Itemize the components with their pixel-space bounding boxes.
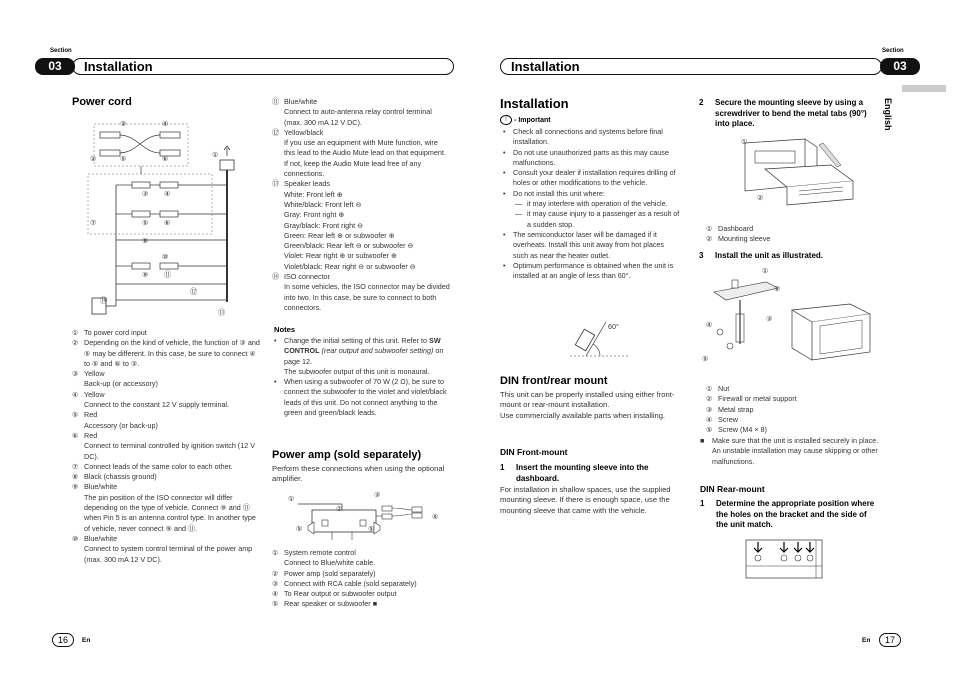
din-mount-heading: DIN front/rear mount (500, 375, 608, 387)
pc-label-3b: ③ (142, 189, 149, 198)
step-2-diagram (735, 135, 870, 217)
s3-label-2: ② (774, 284, 781, 293)
s2-label-2: ② (757, 193, 764, 202)
page-number-right: 17 (879, 633, 901, 647)
important-block: ! - Important (500, 115, 551, 125)
section-title-right: Installation (511, 59, 580, 74)
pc-label-9: ⑨ (142, 270, 149, 279)
pa-label-5a: ⑤ (296, 524, 303, 533)
step-2-svg (735, 135, 870, 217)
pc-label-10: ⑩ (162, 252, 169, 261)
step-3: 3 Install the unit as illustrated. (699, 251, 824, 260)
din-rear-step-1: 1 Determine the appropriate position where the holes on the bracket and the side of the unit match. (700, 499, 875, 529)
din-front-heading: DIN Front-mount (500, 447, 568, 457)
section-label: Section (50, 48, 72, 54)
power-cord-heading: Power cord (72, 96, 132, 108)
step-3-list: ① Nut ② Firewall or metal support ③ Metal strap ④ Screw ⑤ Screw (M4 × 8) (706, 384, 797, 435)
pa-label-3: ③ (374, 490, 381, 499)
pa-label-1: ① (288, 494, 295, 503)
s3-label-1: ① (762, 266, 769, 275)
step-3-note: ■ Make sure that the unit is installed securely in place. An unstable installation may cause skipping or other malfunctions. (700, 436, 879, 466)
step-3-svg (700, 264, 880, 374)
din-front-step-1-text: For installation in shallow spaces, use the supplied mounting sleeve. If there is enough space, use the mounting sleeve that came with the vehicle. (500, 485, 671, 515)
notes-heading: Notes (274, 325, 296, 334)
page-number-left: 16 (52, 633, 74, 647)
power-amp-list: ① System remote control Connect to Blue/white cable. ② Power amp (sold separately) ③ Connect with RCA cable (sold separately) ④ To Rear output or subwoofer output ⑤ Rear speaker or subwoofer ■ (272, 548, 417, 609)
pc-label-3a: ③ (120, 119, 127, 128)
din-front-step-1: 1 Insert the mounting sleeve into the dashboard. (500, 463, 649, 483)
section-title-bar-right (500, 58, 882, 75)
pa-label-5b: ⑤ (368, 524, 375, 533)
section-label-right: Section (882, 48, 904, 54)
pc-label-12: ⑫ (190, 287, 198, 296)
note-1: Change the initial setting of this unit. Refer to SW CONTROL (rear output and subwoofer setting) on page 12. (284, 336, 444, 366)
pa-label-4: ④ (432, 512, 439, 521)
note-2: When using a subwoofer of 70 W (2 Ω), be sure to connect the subwoofer to the violet and violet/black leads of this unit. Do not connect anything to the green and green/black leads. (284, 377, 447, 418)
pc-label-5b: ⑤ (142, 218, 149, 227)
power-cord-list-2: ⑪ Blue/white Connect to auto-antenna relay control terminal (max. 300 mA 12 V DC). ⑫ Yellow/black If you use an equipment with Mute function, wire this lead to the Audio Mute lead on that equipment. If not, keep the Audio Mute lead free of any connections. ⑬ Speaker leads White: Front left ⊕ White/black: Front left ⊖ Gray: Front right ⊕ Gray/black: Front right ⊖ Green: Rear left ⊕ or subwoofer ⊕ Green/black: Rear left ⊖ or subwoofer ⊖ Violet: Rear right ⊕ or subwoofer ⊕ Violet/black: Rear right ⊖ or subwoofer ⊖ ⑭ ISO connector In some vehicles, the ISO connector may be divided into two. In this case, be sure to connect to both connectors. (272, 97, 450, 312)
angle-diagram (566, 318, 636, 362)
section-title-bar (72, 58, 454, 75)
important-label: Important (518, 116, 551, 124)
installation-heading: Installation (500, 96, 569, 111)
s3-label-5: ⑤ (702, 354, 709, 363)
installation-bullets: • Check all connections and systems before final installation. • Do not use unauthorized parts as this may cause malfunctions. • Consult your dealer if installation requires drilling of holes or other modifications to the vehicle. • Do not install this unit where: — it may interfere with operation of the vehicle. — it may cause injury to a passenger as a result of a sudden stop. • The semiconductor laser will be damaged if it overheats. Install this unit away from hot places such as near the heater outlet. • Optimum performance is obtained when the unit is installed at an angle of less than 60°. (503, 127, 680, 281)
section-number: 03 (35, 58, 75, 75)
s2-label-1: ① (741, 137, 748, 146)
pc-label-4b: ④ (164, 189, 171, 198)
section-title: Installation (84, 59, 153, 74)
pc-label-1: ① (212, 150, 219, 159)
pc-label-4a: ④ (162, 119, 169, 128)
power-amp-heading: Power amp (sold separately) (272, 449, 422, 461)
s3-label-3: ③ (766, 314, 773, 323)
pc-label-14: ⑭ (100, 296, 108, 305)
section-number-right: 03 (880, 58, 920, 75)
language-tab: English (883, 98, 893, 131)
pc-label-5a: ⑤ (120, 154, 127, 163)
step-2-list: ① Dashboard ② Mounting sleeve (706, 224, 771, 244)
pa-label-2: ② (336, 504, 343, 513)
pc-label-2: ② (90, 154, 97, 163)
din-rear-svg (744, 536, 824, 582)
angle-svg (566, 318, 636, 362)
din-rear-diagram (744, 536, 824, 582)
din-mount-text: This unit can be properly installed using either front-mount or rear-mount installation. Use commercially available parts when installing. (500, 390, 675, 420)
notes-block: Notes • Change the initial setting of this unit. Refer to SW CONTROL (rear output and subwoofer setting) on page 12. The subwoofer output of this unit is monaural. • When using a subwoofer of 70 W (2 Ω), be sure to connect the subwoofer to the violet and violet/black leads of this unit. Do not connect anything to the green and green/black leads. (274, 325, 452, 418)
language-tab-bar (902, 85, 946, 92)
angle-label: 60° (608, 322, 619, 331)
note-1-sub: The subwoofer output of this unit is monaural. (284, 366, 430, 376)
power-cord-wiring-svg (86, 112, 246, 322)
din-rear-heading: DIN Rear-mount (700, 484, 765, 494)
page-lang-right: En (862, 637, 871, 644)
step-2: 2 Secure the mounting sleeve by using a screwdriver to bend the metal tabs (90°) into place. (699, 98, 867, 128)
pc-label-6a: ⑥ (162, 154, 169, 163)
s3-label-4: ④ (706, 320, 713, 329)
power-cord-diagram (86, 112, 246, 322)
pc-label-6b: ⑥ (164, 218, 171, 227)
pc-label-8: ⑧ (142, 236, 149, 245)
power-cord-list-1: ① To power cord input ② Depending on the kind of vehicle, the function of ③ and ⑤ may be different. In this case, be sure to connect ④ to ⑤ and ⑥ to ③. ③ Yellow Back-up (or accessory) ④ Yellow Connect to the constant 12 V supply terminal. ⑤ Red Accessory (or back-up) ⑥ Red Connect to terminal controlled by ignition switch (12 V DC). ⑦ Connect leads of the same color to each other. ⑧ Black (chassis ground) ⑨ Blue/white The pin position of the ISO connector will differ depending on the type of vehicle. Connect ⑨ and ⑪ when Pin 5 is an antenna control type. In another type of vehicle, never connect ⑨ and ⑪. ⑩ Blue/white Connect to system control terminal of the power amp (max. 300 mA 12 V DC). (72, 328, 260, 564)
power-amp-diagram (282, 490, 452, 546)
power-amp-svg (282, 490, 452, 546)
pc-label-7: ⑦ (90, 218, 97, 227)
step-3-diagram (700, 264, 880, 374)
important-icon: ! (500, 115, 512, 125)
pc-label-11: ⑪ (164, 270, 172, 279)
page-lang-left: En (82, 637, 91, 644)
pc-label-13: ⑬ (218, 308, 226, 317)
power-amp-intro: Perform these connections when using the optional amplifier. (272, 464, 445, 484)
